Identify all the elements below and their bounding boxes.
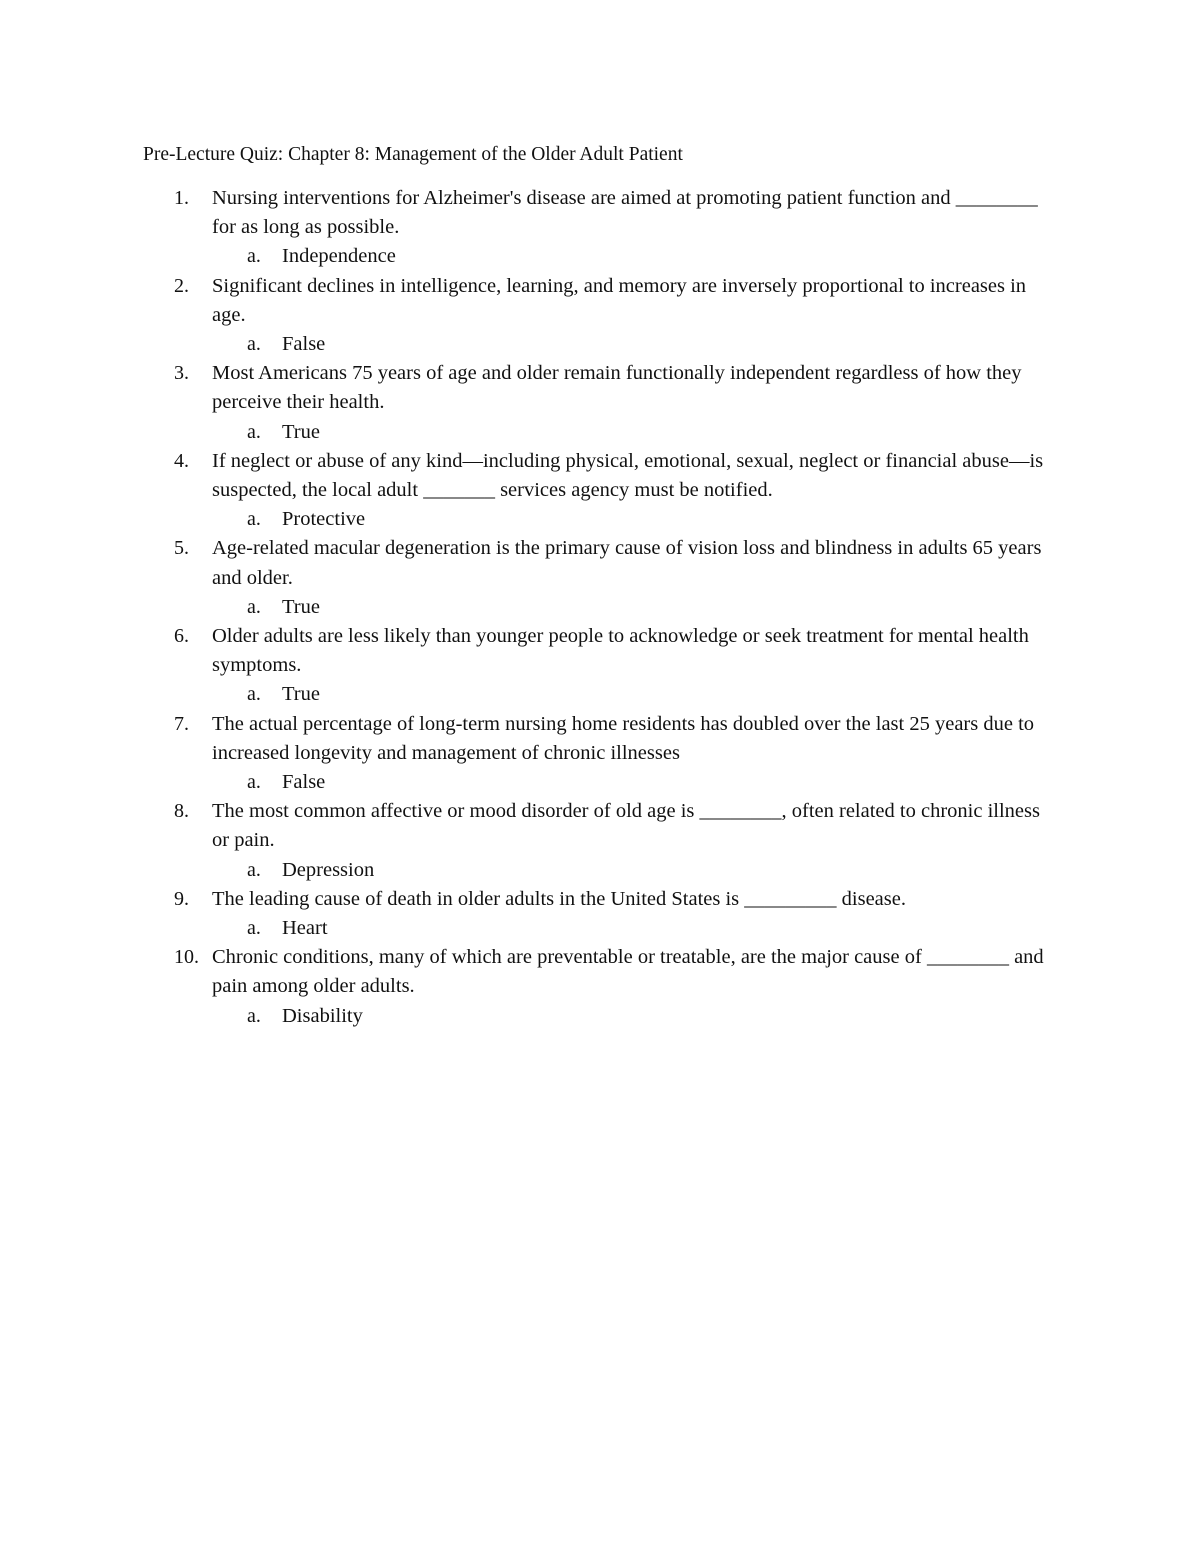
answer-letter: a. xyxy=(247,858,261,881)
question-number: 8. xyxy=(174,800,189,823)
answer-letter: a. xyxy=(247,1004,261,1027)
question-text: Nursing interventions for Alzheimer's disease are aimed at promoting patient function and ________ for as long as possible. xyxy=(212,187,1038,239)
answer-item xyxy=(0,330,1200,359)
quiz-question-4 xyxy=(0,447,1200,535)
quiz-question-10 xyxy=(0,943,1200,1031)
answer-letter: a. xyxy=(247,916,261,939)
answer-text: False xyxy=(282,770,326,793)
answer-text: False xyxy=(282,333,326,355)
question-text: The most common affective or mood disorder of old age is ________, often related to chronic illness or pain. xyxy=(212,800,1040,852)
question-text: The actual percentage of long-term nursing home residents has doubled over the last 25 years due to increased longevity and management of chronic illnesses xyxy=(212,712,1035,764)
answer-item xyxy=(0,1002,1200,1031)
question-text: Significant declines in intelligence, learning, and memory are inversely proportional to increases in age. xyxy=(212,274,1027,326)
answer-letter: a. xyxy=(247,420,261,443)
answer-item xyxy=(0,242,1200,271)
answer-text: Depression xyxy=(282,858,375,881)
quiz-question-8 xyxy=(0,797,1200,885)
question-number: 6. xyxy=(174,624,189,647)
answer-item xyxy=(0,856,1200,885)
answer-item xyxy=(0,418,1200,447)
question-text: If neglect or abuse of any kind—including physical, emotional, sexual, neglect or financial abuse—is suspected, the local adult _______ services agency must be notified. xyxy=(212,449,1044,501)
question-number: 7. xyxy=(174,712,189,735)
answer-text: True xyxy=(282,420,320,443)
quiz-question-5 xyxy=(0,534,1200,622)
question-text: Most Americans 75 years of age and older remain functionally independent regardless of how they perceive their health. xyxy=(212,362,1022,414)
question-number: 10. xyxy=(174,946,199,969)
page-title: Pre-Lecture Quiz: Chapter 8: Management of the Older Adult Patient xyxy=(143,144,683,165)
answer-letter: a. xyxy=(247,770,261,793)
answer-text: True xyxy=(282,595,320,618)
quiz-question-6 xyxy=(0,622,1200,710)
answer-text: Protective xyxy=(282,508,366,531)
question-text: Chronic conditions, many of which are preventable or treatable, are the major cause of ________ and pain among older adults. xyxy=(212,946,1044,998)
question-number: 5. xyxy=(174,537,189,560)
answer-text: True xyxy=(282,683,320,706)
answer-item xyxy=(0,593,1200,622)
answer-item xyxy=(0,914,1200,943)
answer-letter: a. xyxy=(247,245,261,268)
question-number: 9. xyxy=(174,887,189,910)
quiz-question-9 xyxy=(0,885,1200,943)
answer-item xyxy=(0,680,1200,709)
answer-text: Independence xyxy=(282,245,396,268)
question-number: 2. xyxy=(174,274,189,297)
question-text: Age-related macular degeneration is the primary cause of vision loss and blindness in adults 65 years and older. xyxy=(212,537,1042,589)
answer-item xyxy=(0,505,1200,534)
question-text: Older adults are less likely than younger people to acknowledge or seek treatment for mental health symptoms. xyxy=(212,624,1029,677)
quiz-question-1 xyxy=(0,184,1200,272)
answer-letter: a. xyxy=(247,595,261,618)
question-number: 4. xyxy=(174,449,189,472)
quiz-question-7 xyxy=(0,710,1200,798)
quiz-question-list xyxy=(0,184,1200,1031)
answer-text: Disability xyxy=(282,1004,363,1027)
answer-letter: a. xyxy=(247,683,261,706)
quiz-question-2 xyxy=(0,272,1200,360)
answer-letter: a. xyxy=(247,333,261,355)
quiz-question-3 xyxy=(0,359,1200,447)
question-number: 1. xyxy=(174,187,189,209)
answer-letter: a. xyxy=(247,508,261,531)
question-number: 3. xyxy=(174,362,189,385)
answer-item xyxy=(0,768,1200,797)
answer-text: Heart xyxy=(282,916,328,939)
question-text: The leading cause of death in older adults in the United States is _________ disease. xyxy=(212,887,906,910)
